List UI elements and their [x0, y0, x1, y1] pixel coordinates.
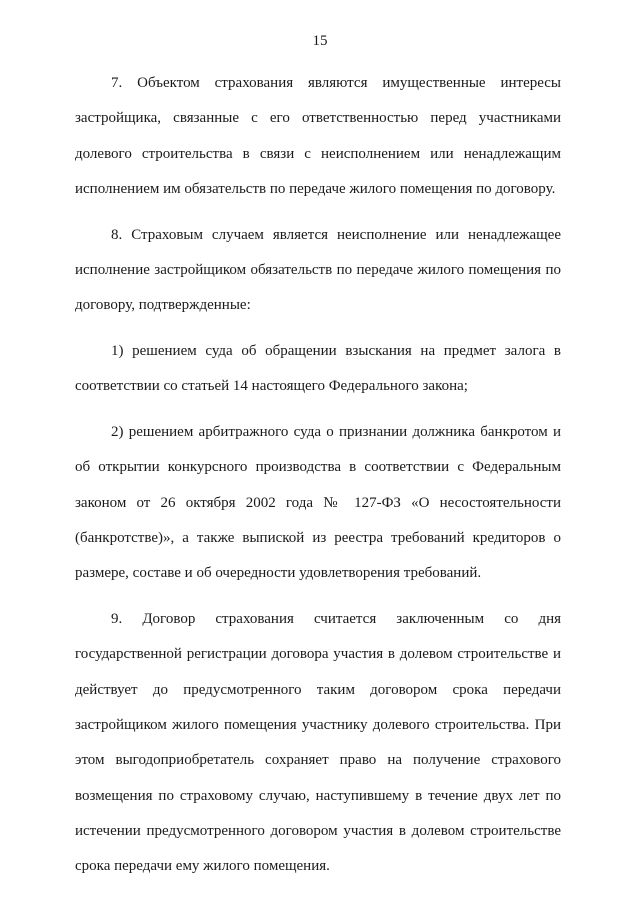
paragraph-line: законом от 26 октября 2002 года № 127-ФЗ «О несостоятельности	[75, 494, 561, 511]
paragraph-line: 2) решением арбитражного суда о признании должника банкротом и	[111, 424, 561, 441]
paragraph-8	[75, 218, 561, 324]
paragraph-line: государственной регистрации договора участия в долевом строительстве и	[75, 646, 561, 663]
paragraph-line: истечении предусмотренного договором участия в долевом строительстве	[75, 822, 561, 839]
paragraph-9	[75, 602, 561, 884]
paragraph-8-item-1	[75, 334, 561, 405]
paragraph-line: застройщиком жилого помещения участнику долевого строительства. При	[75, 717, 561, 734]
paragraph-line: долевого строительства в связи с неисполнением или ненадлежащим	[75, 145, 561, 162]
document-body	[75, 66, 561, 895]
paragraph-line: (банкротстве)», а также выпиской из реестра требований кредиторов о	[75, 530, 561, 547]
paragraph-8-item-2	[75, 415, 561, 591]
paragraph-line: исполнение застройщиком обязательств по передаче жилого помещения по	[75, 261, 561, 278]
paragraph-line: исполнением им обязательств по передаче жилого помещения по договору.	[75, 180, 556, 197]
paragraph-line: 1) решением суда об обращении взыскания на предмет залога в	[111, 343, 561, 360]
page-number: 15	[312, 33, 328, 49]
paragraph-line: срока передачи ему жилого помещения.	[75, 858, 330, 875]
paragraph-line: возмещения по страховому случаю, наступившему в течение двух лет по	[75, 787, 561, 804]
paragraph-line: 9. Договор страхования считается заключенным со дня	[111, 611, 561, 628]
paragraph-line: застройщика, связанные с его ответственностью перед участниками	[75, 110, 561, 127]
paragraph-line: размере, составе и об очередности удовлетворения требований.	[75, 565, 482, 582]
paragraph-line: 7. Объектом страхования являются имущественные интересы	[111, 75, 561, 91]
paragraph-line: договору, подтвержденные:	[75, 297, 251, 314]
paragraph-line: этом выгодоприобретатель сохраняет право на получение страхового	[75, 752, 561, 769]
paragraph-line: 8. Страховым случаем является неисполнение или ненадлежащее	[111, 226, 561, 243]
paragraph-line: действует до предусмотренного таким договором срока передачи	[75, 681, 561, 698]
paragraph-line: соответствии со статьей 14 настоящего Федерального закона;	[75, 378, 468, 395]
paragraph-line: об открытии конкурсного производства в соответствии с Федеральным	[75, 459, 561, 476]
paragraph-7	[75, 66, 561, 207]
